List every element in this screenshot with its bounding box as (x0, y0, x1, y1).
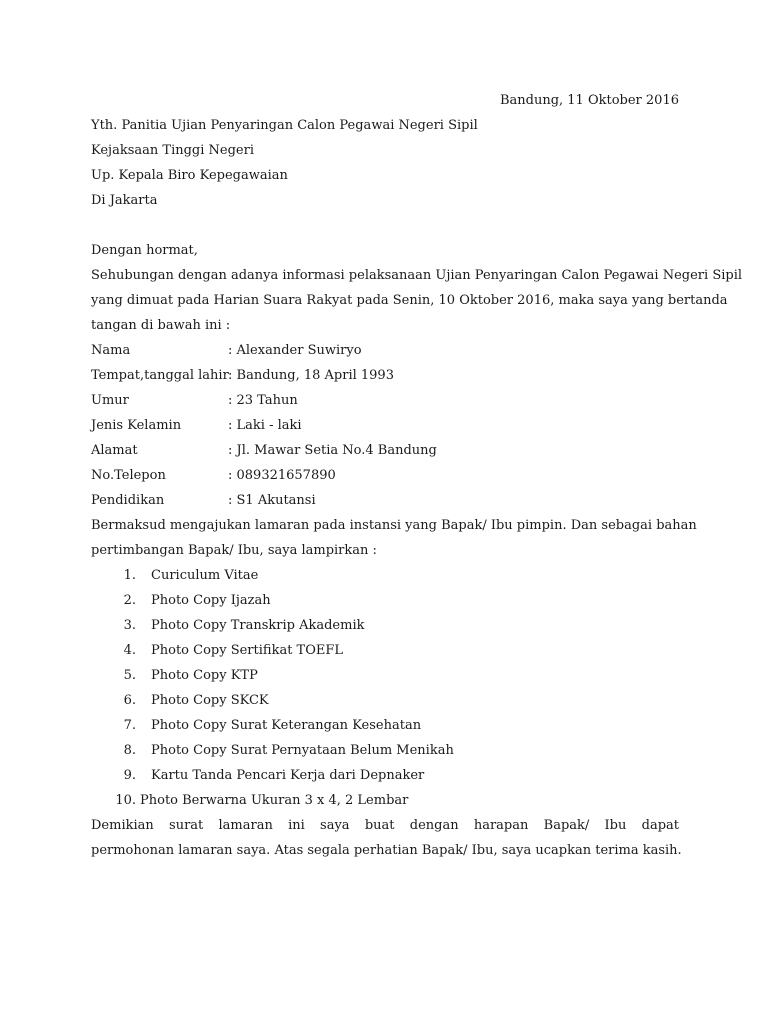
attachment-text: Photo Copy KTP (151, 668, 258, 683)
intro-paragraph (91, 263, 743, 338)
recipient-line: Up. Kepala Biro Kepegawaian (91, 168, 288, 183)
attachment-item (91, 713, 679, 738)
recipient-line: Di Jakarta (91, 193, 158, 208)
attachment-item (91, 788, 679, 813)
attachment-text: Curiculum Vitae (151, 568, 259, 583)
attachment-item (91, 613, 679, 638)
attachment-item (91, 738, 679, 763)
attachment-item (91, 563, 679, 588)
field-value: : 089321657890 (228, 468, 336, 483)
greeting: Dengan hormat, (91, 243, 198, 258)
attachment-number: 3. (123, 618, 136, 633)
field-value: : Laki - laki (228, 418, 302, 433)
attachment-number: 5. (123, 668, 136, 683)
field-label: Pendidikan (91, 493, 165, 508)
attachment-text: Kartu Tanda Pencari Kerja dari Depnaker (151, 768, 425, 783)
attachment-number: 9. (123, 768, 136, 783)
field-label: Jenis Kelamin (91, 418, 182, 433)
attachment-text: Photo Copy Surat Pernyataan Belum Menikah (151, 743, 454, 758)
field-row-alamat (91, 438, 679, 463)
field-value: : S1 Akutansi (228, 493, 316, 508)
attachment-number: 2. (123, 593, 136, 608)
attachment-item (91, 763, 679, 788)
recipient-line: Kejaksaan Tinggi Negeri (91, 143, 254, 158)
attachment-text: Photo Copy Transkrip Akademik (151, 618, 365, 633)
attachment-item (91, 638, 679, 663)
intro-line: tangan di bawah ini : (91, 318, 231, 333)
field-label: Nama (91, 343, 131, 358)
attachment-item (91, 663, 679, 688)
field-label: No.Telepon (91, 468, 166, 483)
recipient-block (91, 113, 679, 213)
field-row-pendidikan (91, 488, 679, 513)
attachment-text: Photo Copy Ijazah (151, 593, 271, 608)
purpose-paragraph (91, 513, 697, 563)
attachment-number: 7. (123, 718, 136, 733)
attachment-item (91, 688, 679, 713)
field-row-umur (91, 388, 679, 413)
field-label: Umur (91, 393, 129, 408)
purpose-line: pertimbangan Bapak/ Ibu, saya lampirkan : (91, 543, 377, 558)
attachment-number: 10. (115, 793, 136, 808)
attachment-list (91, 563, 679, 813)
field-row-no-telepon (91, 463, 679, 488)
attachment-text: Photo Copy Sertifikat TOEFL (151, 643, 344, 658)
field-value: : Alexander Suwiryo (228, 343, 362, 358)
personal-details (91, 338, 679, 513)
attachment-text: Photo Berwarna Ukuran 3 x 4, 2 Lembar (140, 793, 409, 808)
attachment-number: 1. (123, 568, 136, 583)
intro-line: Sehubungan dengan adanya informasi pelaksanaan Ujian Penyaringan Calon Pegawai Negeri Sipil (91, 268, 743, 283)
closing-line: permohonan lamaran saya. Atas segala perhatian Bapak/ Ibu, saya ucapkan terima kasih. (91, 843, 682, 858)
intro-line: yang dimuat pada Harian Suara Rakyat pada Senin, 10 Oktober 2016, maka saya yang bertanda (91, 293, 728, 308)
field-row-jenis-kelamin (91, 413, 679, 438)
purpose-line: Bermaksud mengajukan lamaran pada instansi yang Bapak/ Ibu pimpin. Dan sebagai bahan (91, 518, 697, 533)
blank-line (91, 213, 679, 238)
field-value: : Bandung, 18 April 1993 (228, 368, 394, 383)
attachment-number: 6. (123, 693, 136, 708)
closing-paragraph (91, 813, 682, 863)
attachment-item (91, 588, 679, 613)
closing-line: Demikian surat lamaran ini saya buat dengan harapan Bapak/ Ibu dapat (91, 818, 679, 833)
attachment-text: Photo Copy Surat Keterangan Kesehatan (151, 718, 422, 733)
field-label: Alamat (91, 443, 138, 458)
letter-date: Bandung, 11 Oktober 2016 (499, 93, 679, 108)
attachment-number: 4. (123, 643, 136, 658)
field-label: Tempat,tanggal lahir (91, 368, 229, 383)
field-value: : 23 Tahun (228, 393, 298, 408)
letter-body (91, 88, 743, 863)
field-value: : Jl. Mawar Setia No.4 Bandung (228, 443, 437, 458)
field-row-tempat-tanggal-lahir (91, 363, 679, 388)
recipient-line: Yth. Panitia Ujian Penyaringan Calon Pegawai Negeri Sipil (91, 118, 478, 133)
attachment-text: Photo Copy SKCK (151, 693, 269, 708)
field-row-nama (91, 338, 679, 363)
attachment-number: 8. (123, 743, 136, 758)
